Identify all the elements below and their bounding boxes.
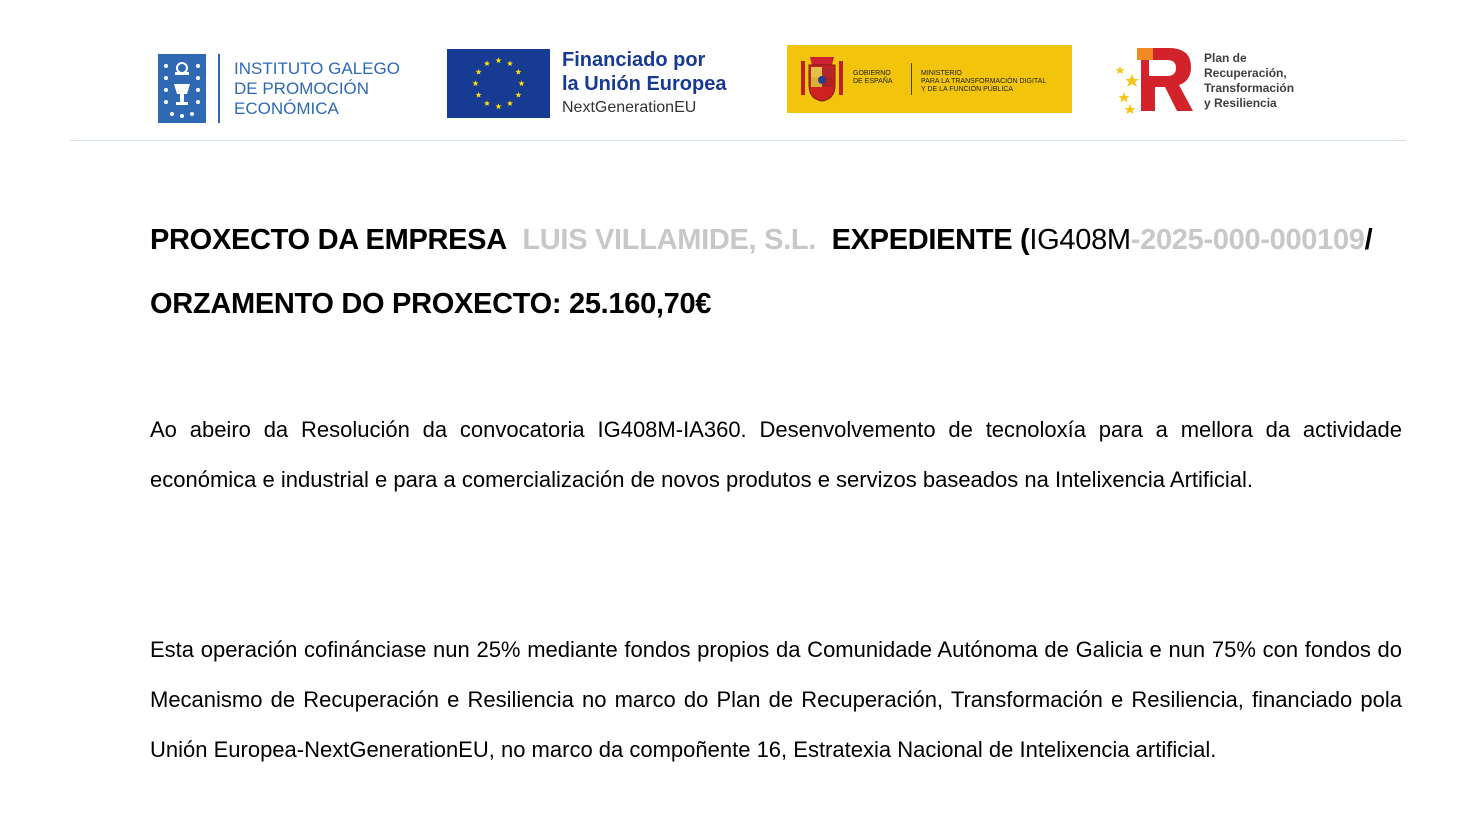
plan-line-4: y Resiliencia xyxy=(1204,96,1277,110)
plan-line-2: Recuperación, xyxy=(1204,66,1287,80)
ministerio-text xyxy=(921,70,1046,94)
expediente-code-b: -2025-000-000109 xyxy=(1130,224,1365,256)
igape-divider xyxy=(218,54,220,123)
expediente-code-a: IG408M xyxy=(1029,224,1131,256)
ministerio-line-3: Y DE LA FUNCIÓN PÚBLICA xyxy=(921,86,1014,93)
galicia-shield-icon xyxy=(158,54,206,123)
plan-recuperacion-logo xyxy=(1112,46,1342,116)
plan-text xyxy=(1204,51,1294,111)
gobierno-divider xyxy=(911,63,912,95)
heading-prefix: PROXECTO DA EMPRESA xyxy=(150,224,507,256)
eu-line-2: la Unión Europea xyxy=(562,73,727,95)
igape-logo xyxy=(158,54,400,124)
spain-crest-icon xyxy=(797,53,847,110)
igape-line-3: ECONÓMICA xyxy=(234,99,339,118)
eu-text xyxy=(562,49,726,120)
paragraph-funding: Esta operación cofinánciase nun 25% mediante fondos propios da Comunidade Autónoma de Galicia e nun 75% con fondos do Mecanismo de Recuperación e Resiliencia no marco do Plan de Recuperación, Transformación e Resiliencia, financiado pola Unión Europea-NextGenerationEU, no marco da compoñente 16, Estratexia Nacional de Intelixencia artificial. xyxy=(150,637,1402,762)
igape-line-2: DE PROMOCIÓN xyxy=(234,79,370,98)
company-name: LUIS VILLAMIDE, S.L. xyxy=(522,224,817,256)
eu-logo xyxy=(447,49,726,120)
eu-line-1: Financiado por xyxy=(562,49,706,71)
plan-line-3: Transformación xyxy=(1204,81,1295,95)
header-logos xyxy=(0,0,1474,140)
gobierno-left-text xyxy=(853,70,893,86)
igape-line-1: INSTITUTO GALEGO xyxy=(234,59,400,78)
igape-text xyxy=(234,59,400,119)
ministerio-line-2: PARA LA TRANSFORMACIÓN DIGITAL xyxy=(921,78,1047,85)
paragraph-resolution: Ao abeiro da Resolución da convocatoria IG408M-IA360. Desenvolvemento de tecnoloxía para a mellora da actividade económica e industrial e para a comercialización de novos produtos e servizos baseados na Intelixencia Artificial. xyxy=(150,417,1402,492)
header-divider xyxy=(70,140,1406,141)
budget-text: / ORZAMENTO DO PROXECTO: 25.160,70€ xyxy=(150,224,1373,320)
gobierno-line-2: DE ESPAÑA xyxy=(853,78,893,85)
eu-line-3: NextGenerationEU xyxy=(562,99,697,116)
plan-line-1: Plan de xyxy=(1204,51,1247,65)
gobierno-logo xyxy=(787,45,1072,113)
project-heading xyxy=(150,208,1410,336)
ministerio-line-1: MINISTERIO xyxy=(921,70,962,77)
expediente-label: EXPEDIENTE ( xyxy=(831,224,1030,256)
tr-mark-icon xyxy=(1112,46,1197,119)
eu-flag-icon xyxy=(447,49,550,118)
gobierno-line-1: GOBIERNO xyxy=(853,70,891,77)
